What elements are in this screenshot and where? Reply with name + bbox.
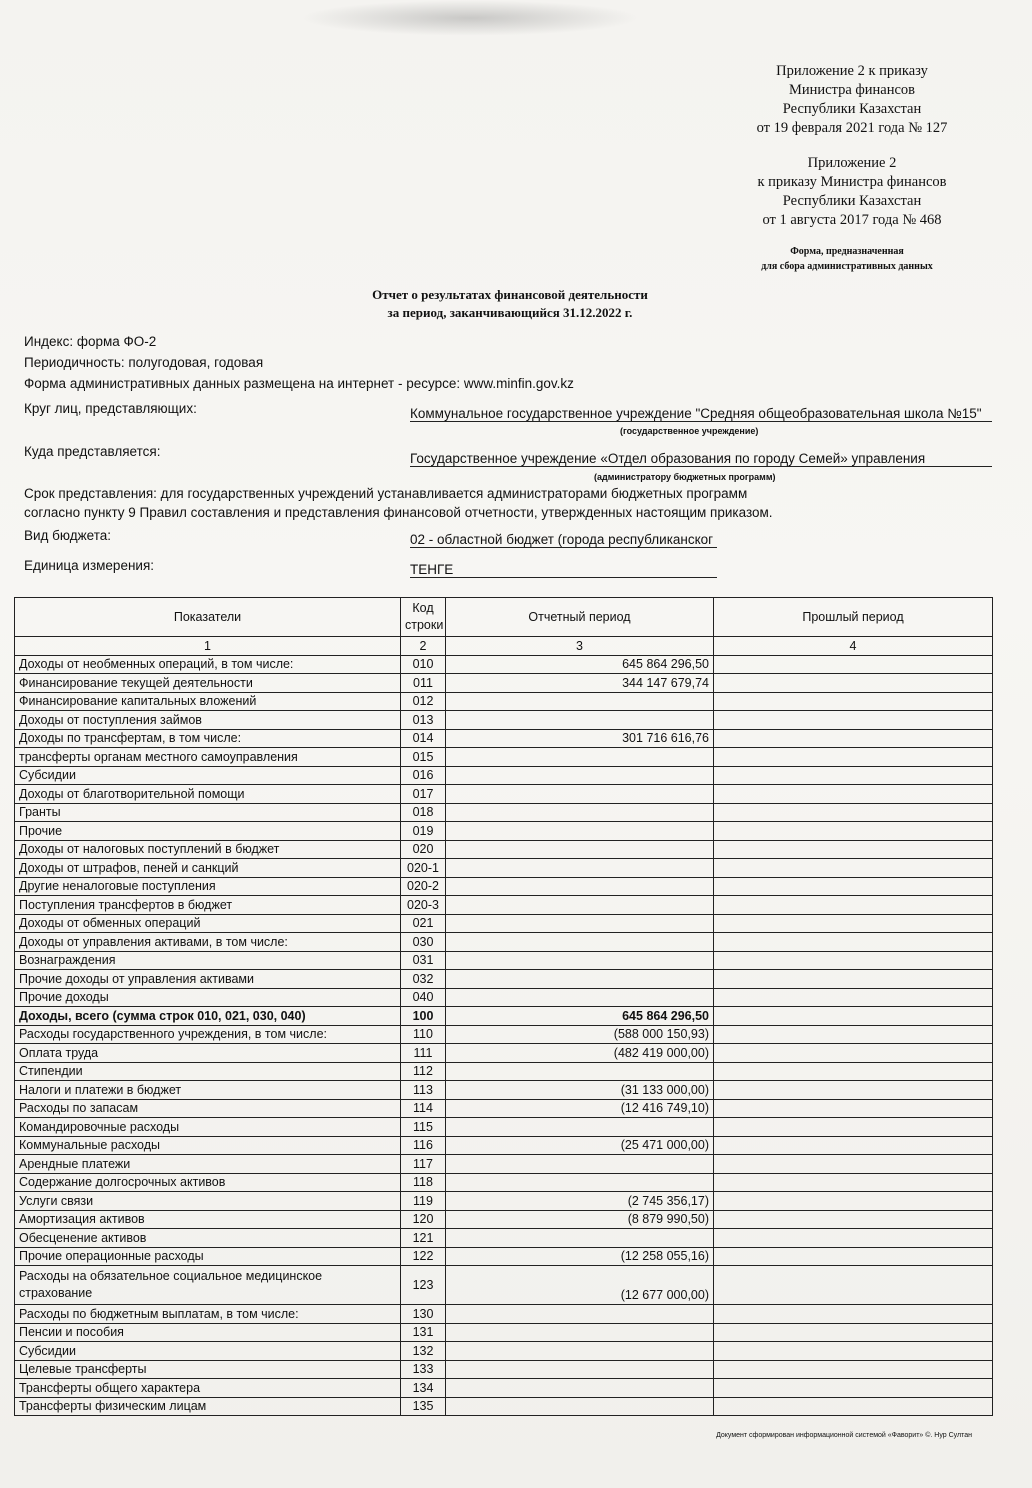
row-previous-value — [714, 877, 993, 896]
row-current-value — [446, 1155, 714, 1174]
row-previous-value — [714, 729, 993, 748]
row-code: 020 — [401, 840, 446, 859]
row-previous-value — [714, 1229, 993, 1248]
table-row — [15, 674, 993, 693]
row-current-value — [446, 785, 714, 804]
row-code: 123 — [401, 1266, 446, 1305]
row-previous-value — [714, 1360, 993, 1379]
table-row — [15, 766, 993, 785]
table-row — [15, 711, 993, 730]
table-row — [15, 1397, 993, 1416]
row-indicator: Услуги связи — [15, 1192, 401, 1211]
row-indicator: Прочие доходы от управления активами — [15, 970, 401, 989]
recipient-value: Государственное учреждение «Отдел образования по городу Семей» управления — [410, 451, 992, 467]
appendix-line: Приложение 2 — [807, 155, 897, 171]
row-previous-value — [714, 1099, 993, 1118]
row-code: 016 — [401, 766, 446, 785]
row-previous-value — [714, 1192, 993, 1211]
row-previous-value — [714, 1397, 993, 1416]
appendix-line: к приказу Министра финансов — [757, 174, 947, 190]
row-previous-value — [714, 1062, 993, 1081]
row-previous-value — [714, 988, 993, 1007]
row-indicator: Финансирование капитальных вложений — [15, 692, 401, 711]
row-indicator: Стипендии — [15, 1062, 401, 1081]
row-indicator: Доходы от поступления займов — [15, 711, 401, 730]
financial-results-table — [14, 597, 993, 1416]
table-row — [15, 896, 993, 915]
column-index: 2 — [401, 637, 446, 656]
row-previous-value — [714, 803, 993, 822]
appendix-line: Республики Казахстан — [782, 101, 922, 117]
row-code: 121 — [401, 1229, 446, 1248]
published-resource: Форма административных данных размещена на интернет - ресурсе: www.minfin.gov.kz — [24, 376, 574, 391]
row-indicator: Целевые трансферты — [15, 1360, 401, 1379]
table-row — [15, 1118, 993, 1137]
form-note — [732, 244, 962, 274]
row-current-value — [446, 711, 714, 730]
row-previous-value — [714, 1305, 993, 1324]
row-indicator: Финансирование текущей деятельности — [15, 674, 401, 693]
row-previous-value — [714, 933, 993, 952]
row-previous-value — [714, 1379, 993, 1398]
row-code: 134 — [401, 1379, 446, 1398]
report-title — [270, 286, 750, 322]
table-row — [15, 1342, 993, 1361]
row-current-value — [446, 877, 714, 896]
row-indicator: Командировочные расходы — [15, 1118, 401, 1137]
table-row — [15, 1025, 993, 1044]
table-row — [15, 1210, 993, 1229]
table-row — [15, 970, 993, 989]
row-code: 020-2 — [401, 877, 446, 896]
row-indicator: Расходы по запасам — [15, 1099, 401, 1118]
appendix-line: от 1 августа 2017 года № 468 — [762, 212, 942, 228]
row-code: 110 — [401, 1025, 446, 1044]
row-current-value — [446, 896, 714, 915]
row-current-value — [446, 1342, 714, 1361]
appendix-line: Республики Казахстан — [782, 193, 922, 209]
row-current-value: (31 133 000,00) — [446, 1081, 714, 1100]
row-previous-value — [714, 692, 993, 711]
row-previous-value — [714, 1136, 993, 1155]
row-code: 120 — [401, 1210, 446, 1229]
row-current-value — [446, 914, 714, 933]
table-row — [15, 1360, 993, 1379]
row-current-value: 344 147 679,74 — [446, 674, 714, 693]
row-indicator: Гранты — [15, 803, 401, 822]
header-previous-period: Прошлый период — [714, 598, 993, 637]
row-indicator: Расходы государственного учреждения, в том числе: — [15, 1025, 401, 1044]
row-current-value — [446, 933, 714, 952]
row-code: 032 — [401, 970, 446, 989]
row-code: 021 — [401, 914, 446, 933]
row-code: 111 — [401, 1044, 446, 1063]
row-previous-value — [714, 1266, 993, 1305]
row-previous-value — [714, 970, 993, 989]
row-previous-value — [714, 1025, 993, 1044]
row-indicator: Налоги и платежи в бюджет — [15, 1081, 401, 1100]
row-indicator: Расходы по бюджетным выплатам, в том числе: — [15, 1305, 401, 1324]
row-current-value: (12 258 055,16) — [446, 1247, 714, 1266]
row-previous-value — [714, 914, 993, 933]
appendix-2017 — [742, 154, 962, 230]
row-current-value — [446, 803, 714, 822]
table-row — [15, 1173, 993, 1192]
row-code: 015 — [401, 748, 446, 767]
column-index: 1 — [15, 637, 401, 656]
row-current-value: (482 419 000,00) — [446, 1044, 714, 1063]
row-previous-value — [714, 1210, 993, 1229]
row-code: 011 — [401, 674, 446, 693]
row-code: 100 — [401, 1007, 446, 1026]
row-code: 019 — [401, 822, 446, 841]
table-row — [15, 840, 993, 859]
table-row — [15, 951, 993, 970]
row-indicator: Доходы от управления активами, в том числе: — [15, 933, 401, 952]
row-previous-value — [714, 711, 993, 730]
row-current-value: 301 716 616,76 — [446, 729, 714, 748]
table-row — [15, 785, 993, 804]
row-current-value — [446, 1360, 714, 1379]
row-indicator: Оплата труда — [15, 1044, 401, 1063]
appendix-line: Приложение 2 к приказу — [776, 63, 928, 79]
row-previous-value — [714, 748, 993, 767]
submitters-label: Круг лиц, представляющих: — [24, 401, 197, 416]
column-index: 4 — [714, 637, 993, 656]
row-current-value: (588 000 150,93) — [446, 1025, 714, 1044]
appendix-line: Министра финансов — [788, 82, 916, 98]
row-previous-value — [714, 1247, 993, 1266]
table-row — [15, 1062, 993, 1081]
row-current-value — [446, 822, 714, 841]
row-current-value — [446, 988, 714, 1007]
row-indicator: Коммунальные расходы — [15, 1136, 401, 1155]
header-indicators: Показатели — [15, 598, 401, 637]
row-indicator: Трансферты общего характера — [15, 1379, 401, 1398]
row-indicator: Трансферты физическим лицам — [15, 1397, 401, 1416]
row-code: 130 — [401, 1305, 446, 1324]
row-indicator: Доходы от налоговых поступлений в бюджет — [15, 840, 401, 859]
row-code: 116 — [401, 1136, 446, 1155]
row-previous-value — [714, 896, 993, 915]
table-row — [15, 1099, 993, 1118]
recipient-caption: (администратору бюджетных программ) — [594, 472, 776, 482]
row-previous-value — [714, 655, 993, 674]
appendix-line: от 19 февраля 2021 года № 127 — [756, 120, 948, 136]
title-line: за период, заканчивающийся 31.12.2022 г. — [387, 305, 633, 320]
row-current-value: (12 416 749,10) — [446, 1099, 714, 1118]
periodicity: Периодичность: полугодовая, годовая — [24, 355, 264, 370]
row-previous-value — [714, 674, 993, 693]
form-index: Индекс: форма ФО-2 — [24, 334, 157, 349]
row-current-value — [446, 1173, 714, 1192]
row-previous-value — [714, 1007, 993, 1026]
row-previous-value — [714, 1342, 993, 1361]
row-indicator: Доходы от обменных операций — [15, 914, 401, 933]
budget-label: Вид бюджета: — [24, 528, 111, 543]
row-current-value — [446, 1397, 714, 1416]
table-row — [15, 1379, 993, 1398]
title-line: Отчет о результатах финансовой деятельности — [372, 287, 648, 302]
table-row — [15, 729, 993, 748]
row-previous-value — [714, 766, 993, 785]
table-row — [15, 1136, 993, 1155]
row-code: 017 — [401, 785, 446, 804]
row-indicator: Прочие доходы — [15, 988, 401, 1007]
appendix-2021 — [742, 62, 962, 138]
row-indicator: Доходы от необменных операций, в том числе: — [15, 655, 401, 674]
row-indicator: трансферты органам местного самоуправления — [15, 748, 401, 767]
budget-value: 02 - областной бюджет (города республиканског — [410, 532, 717, 548]
row-code: 115 — [401, 1118, 446, 1137]
table-row — [15, 1192, 993, 1211]
row-previous-value — [714, 1081, 993, 1100]
row-current-value: 645 864 296,50 — [446, 655, 714, 674]
row-current-value — [446, 1118, 714, 1137]
row-previous-value — [714, 840, 993, 859]
recipient-label: Куда представляется: — [24, 444, 161, 459]
column-index: 3 — [446, 637, 714, 656]
row-previous-value — [714, 785, 993, 804]
row-code: 010 — [401, 655, 446, 674]
row-previous-value — [714, 859, 993, 878]
row-current-value — [446, 970, 714, 989]
row-indicator: Арендные платежи — [15, 1155, 401, 1174]
row-code: 112 — [401, 1062, 446, 1081]
unit-label: Единица измерения: — [24, 558, 155, 573]
row-indicator: Прочие — [15, 822, 401, 841]
table-body — [15, 655, 993, 1416]
deadline-line-1: Срок представления: для государственных учреждений устанавливается администраторами бюджетных программ — [24, 486, 748, 501]
row-code: 013 — [401, 711, 446, 730]
row-indicator: Поступления трансфертов в бюджет — [15, 896, 401, 915]
row-current-value: 645 864 296,50 — [446, 1007, 714, 1026]
row-indicator: Обесценение активов — [15, 1229, 401, 1248]
submitters-caption: (государственное учреждение) — [620, 426, 759, 436]
table-row — [15, 1155, 993, 1174]
table-row — [15, 655, 993, 674]
row-current-value — [446, 1305, 714, 1324]
table-row — [15, 988, 993, 1007]
table-row — [15, 933, 993, 952]
row-indicator: Амортизация активов — [15, 1210, 401, 1229]
row-indicator: Прочие операционные расходы — [15, 1247, 401, 1266]
row-code: 131 — [401, 1323, 446, 1342]
row-previous-value — [714, 1118, 993, 1137]
row-current-value — [446, 1062, 714, 1081]
row-code: 020-3 — [401, 896, 446, 915]
row-current-value — [446, 859, 714, 878]
row-code: 114 — [401, 1099, 446, 1118]
row-current-value — [446, 748, 714, 767]
row-current-value: (12 677 000,00) — [446, 1266, 714, 1305]
column-index-row — [15, 637, 993, 656]
row-current-value: (2 745 356,17) — [446, 1192, 714, 1211]
row-indicator: Другие неналоговые поступления — [15, 877, 401, 896]
row-indicator: Содержание долгосрочных активов — [15, 1173, 401, 1192]
row-code: 030 — [401, 933, 446, 952]
table-row — [15, 1305, 993, 1324]
row-previous-value — [714, 1173, 993, 1192]
table-row — [15, 914, 993, 933]
row-previous-value — [714, 1155, 993, 1174]
row-code: 122 — [401, 1247, 446, 1266]
table-row — [15, 1081, 993, 1100]
row-indicator: Доходы от благотворительной помощи — [15, 785, 401, 804]
row-indicator: Субсидии — [15, 1342, 401, 1361]
row-indicator: Субсидии — [15, 766, 401, 785]
row-indicator: Доходы, всего (сумма строк 010, 021, 030, 040) — [15, 1007, 401, 1026]
form-note-line: Форма, предназначенная — [790, 246, 904, 257]
unit-value: ТЕНГЕ — [410, 562, 717, 578]
row-code: 118 — [401, 1173, 446, 1192]
row-current-value — [446, 1229, 714, 1248]
row-code: 031 — [401, 951, 446, 970]
form-note-line: для сбора административных данных — [761, 261, 933, 272]
submitters-value: Коммунальное государственное учреждение "Средняя общеобразовательная школа №15" — [410, 406, 992, 422]
row-previous-value — [714, 822, 993, 841]
row-code: 133 — [401, 1360, 446, 1379]
table-row — [15, 822, 993, 841]
row-code: 135 — [401, 1397, 446, 1416]
row-current-value — [446, 1379, 714, 1398]
row-code: 018 — [401, 803, 446, 822]
table-row — [15, 803, 993, 822]
header-code: Код строки — [401, 598, 446, 637]
row-code: 117 — [401, 1155, 446, 1174]
table-row — [15, 1007, 993, 1026]
table-row — [15, 1323, 993, 1342]
row-current-value — [446, 766, 714, 785]
row-previous-value — [714, 1323, 993, 1342]
header-current-period: Отчетный период — [446, 598, 714, 637]
row-code: 012 — [401, 692, 446, 711]
table-header-row — [15, 598, 993, 637]
row-indicator: Вознаграждения — [15, 951, 401, 970]
deadline-line-2: согласно пункту 9 Правил составления и представления финансовой отчетности, утвержденных настоящим приказом. — [24, 505, 773, 520]
scan-smudge — [300, 0, 640, 36]
row-indicator: Расходы на обязательное социальное медицинское страхование — [15, 1266, 401, 1305]
row-indicator: Пенсии и пособия — [15, 1323, 401, 1342]
table-row — [15, 1247, 993, 1266]
row-code: 020-1 — [401, 859, 446, 878]
row-code: 040 — [401, 988, 446, 1007]
row-current-value — [446, 840, 714, 859]
table-row — [15, 877, 993, 896]
footer-note: Документ сформирован информационной системой «Фаворит» ©. Нур Султан — [716, 1432, 972, 1439]
row-code: 113 — [401, 1081, 446, 1100]
row-current-value — [446, 951, 714, 970]
table-row — [15, 748, 993, 767]
row-current-value — [446, 692, 714, 711]
table-row — [15, 1044, 993, 1063]
row-current-value: (25 471 000,00) — [446, 1136, 714, 1155]
table-row — [15, 1266, 993, 1305]
table-row — [15, 692, 993, 711]
row-code: 014 — [401, 729, 446, 748]
row-current-value — [446, 1323, 714, 1342]
row-code: 132 — [401, 1342, 446, 1361]
row-previous-value — [714, 1044, 993, 1063]
row-indicator: Доходы по трансфертам, в том числе: — [15, 729, 401, 748]
table-row — [15, 1229, 993, 1248]
table-row — [15, 859, 993, 878]
row-current-value: (8 879 990,50) — [446, 1210, 714, 1229]
row-previous-value — [714, 951, 993, 970]
row-code: 119 — [401, 1192, 446, 1211]
row-indicator: Доходы от штрафов, пеней и санкций — [15, 859, 401, 878]
